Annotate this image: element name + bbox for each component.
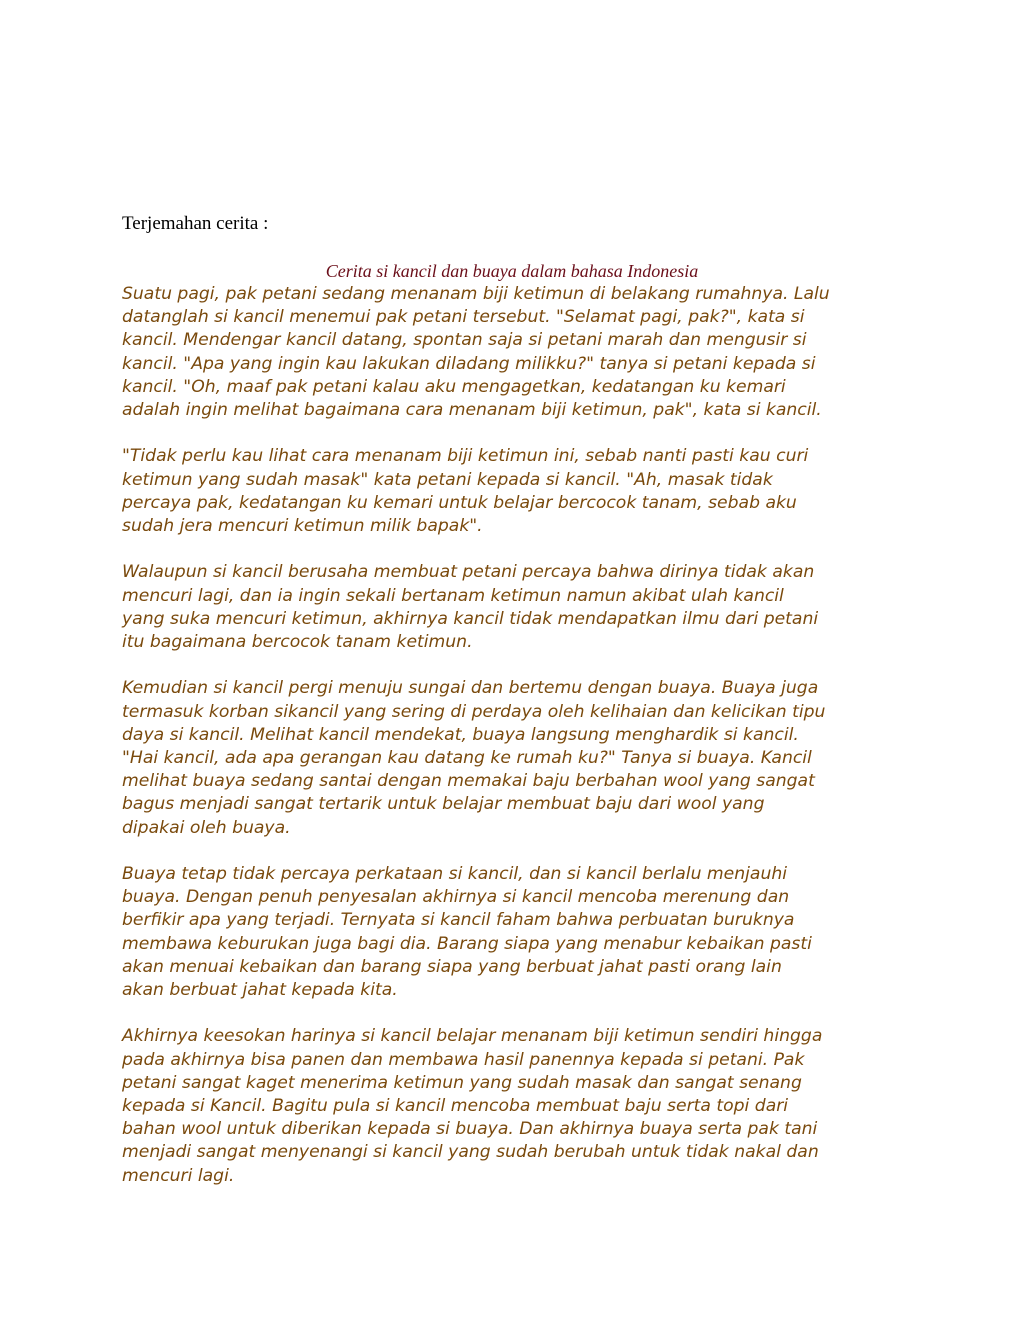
story-paragraph-2: "Tidak perlu kau lihat cara menanam biji ketimun ini, sebab nanti pasti kau curi ketimun yang sudah masak" kata petani kepada si kancil. "Ah, masak tidak percaya pak, kedatangan ku kemari untuk belajar bercocok tanam, sebab aku sudah jera mencuri ketimun milik bapak". [122, 446, 809, 537]
story-paragraph-4: Kemudian si kancil pergi menuju sungai dan bertemu dengan buaya. Buaya juga termasuk korban sikancil yang sering di perdaya oleh kelihaian dan kelicikan tipu daya si kancil. Melihat kancil mendekat, buaya langsung menghardik si kancil. "Hai kancil, ada apa gerangan kau datang ke rumah ku?" Tanya si buaya. Kancil melihat buaya sedang santai dengan memakai baju berbahan wool yang sangat bagus menjadi sangat tertarik untuk belajar membuat baju dari wool yang dipakai oleh buaya. [122, 678, 826, 838]
story-paragraph-3: Walaupun si kancil berusaha membuat petani percaya bahwa dirinya tidak akan mencuri lagi, dan ia ingin sekali bertanam ketimun namun akibat ulah kancil yang suka mencuri ketimun, akhirnya kancil tidak mendapatkan ilmu dari petani itu bagaimana bercocok tanam ketimun. [122, 562, 819, 653]
story-paragraph-6: Akhirnya keesokan harinya si kancil belajar menanam biji ketimun sendiri hingga pada akhirnya bisa panen dan membawa hasil panennya kepada si petani. Pak petani sangat kaget menerima ketimun yang sudah masak dan sangat senang kepada si Kancil. Bagitu pula si kancil mencoba membuat baju serta topi dari bahan wool untuk diberikan kepada si buaya. Dan akhirnya buaya serta pak tani menjadi sangat menyenangi si kancil yang sudah berubah untuk tidak nakal dan mencuri lagi. [122, 1026, 823, 1186]
story-title: Cerita si kancil dan buaya dalam bahasa Indonesia [325, 261, 699, 281]
translation-heading: Terjemahan cerita : [122, 213, 269, 234]
story-paragraph-5: Buaya tetap tidak percaya perkataan si kancil, dan si kancil berlalu menjauhi buaya. Dengan penuh penyesalan akhirnya si kancil mencoba merenung dan berfikir apa yang terjadi. Ternyata si kancil faham bahwa perbuatan buruknya membawa keburukan juga bagi dia. Barang siapa yang menabur kebaikan pasti akan menuai kebaikan dan barang siapa yang berbuat jahat pasti orang lain akan berbuat jahat kepada kita. [122, 864, 812, 1001]
story-body [122, 283, 922, 1211]
story-paragraph-1: Suatu pagi, pak petani sedang menanam biji ketimun di belakang rumahnya. Lalu datanglah si kancil menemui pak petani tersebut. "Selamat pagi, pak?", kata si kancil. Mendengar kancil datang, spontan saja si petani marah dan mengusir si kancil. "Apa yang ingin kau lakukan diladang milikku?" tanya si petani kepada si kancil. "Oh, maaf pak petani kalau aku mengagetkan, kedatangan ku kemari adalah ingin melihat bagaimana cara menanam biji ketimun, pak", kata si kancil. [122, 284, 830, 421]
